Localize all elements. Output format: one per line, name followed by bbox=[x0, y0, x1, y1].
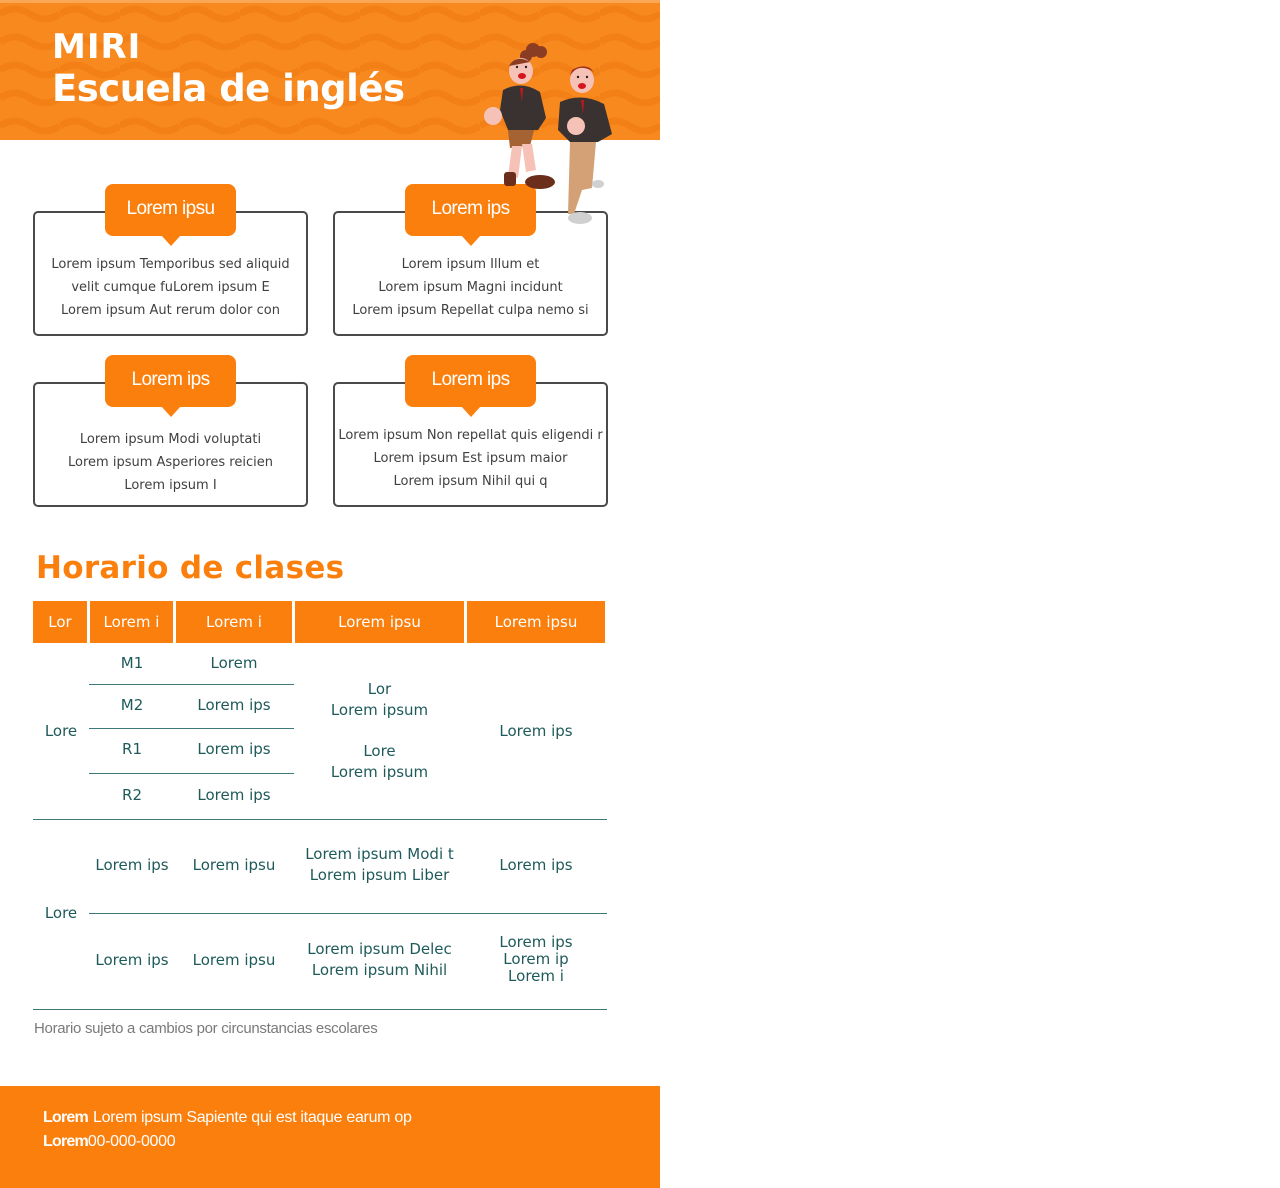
block-divider bbox=[33, 1009, 607, 1010]
card-tag: Lorem ips bbox=[405, 184, 536, 236]
footer-banner bbox=[0, 1086, 660, 1188]
row-divider bbox=[89, 913, 607, 914]
info-card bbox=[333, 369, 608, 507]
table-cell: Lorem ipsu bbox=[192, 856, 276, 874]
day-label: Lore bbox=[44, 904, 78, 922]
card-line: Lorem ipsum Asperiores reicien bbox=[68, 455, 273, 470]
table-cell-name: Lorem ips bbox=[197, 740, 271, 758]
card-line: Lorem ipsum Illum et bbox=[401, 257, 540, 272]
card-body bbox=[335, 253, 606, 322]
info-card bbox=[333, 198, 608, 336]
girl-student-icon bbox=[484, 43, 555, 189]
table-cell-code: M1 bbox=[120, 654, 144, 672]
footer-address bbox=[43, 1107, 412, 1127]
address-value: Lorem ipsum Sapiente qui est itaque earum op bbox=[93, 1109, 412, 1126]
footer-phone bbox=[43, 1131, 175, 1151]
table-cell: Lorem i bbox=[508, 967, 564, 985]
phone-value: 00-000-0000 bbox=[87, 1133, 176, 1150]
card-line: Lorem ipsum Temporibus sed aliquid bbox=[51, 257, 290, 272]
table-cell: Lorem ips bbox=[499, 856, 573, 874]
brand-name: MIRI bbox=[52, 27, 142, 67]
table-cell: Lorem ips bbox=[95, 951, 169, 969]
card-line: Lorem ipsum Magni incidunt bbox=[378, 280, 563, 295]
row-divider bbox=[89, 728, 294, 729]
table-cell: Lorem ipsum Nihil bbox=[311, 961, 448, 979]
table-header-cell: Lorem ipsu bbox=[467, 601, 605, 643]
card-body bbox=[335, 424, 606, 493]
table-cell: Lorem ips bbox=[95, 856, 169, 874]
table-cell: Lorem ips bbox=[499, 722, 573, 740]
brand-subtitle: Escuela de inglés bbox=[52, 67, 405, 110]
card-line: Lorem ipsum I bbox=[124, 478, 217, 493]
row-divider bbox=[89, 684, 294, 685]
card-line: Lorem ipsum Modi voluptati bbox=[79, 432, 262, 447]
table-cell-name: Lorem ips bbox=[197, 786, 271, 804]
info-card bbox=[33, 198, 308, 336]
table-cell: Lore bbox=[363, 742, 396, 760]
card-tag: Lorem ips bbox=[105, 355, 236, 407]
table-cell-name: Lorem bbox=[210, 654, 258, 672]
table-cell: Lorem ip bbox=[503, 950, 569, 968]
table-cell: Lorem ipsum Liber bbox=[309, 866, 450, 884]
table-cell: Lorem ipsum bbox=[330, 763, 429, 781]
table-header-cell: Lorem i bbox=[90, 601, 173, 643]
card-body bbox=[35, 428, 306, 497]
boy-student-icon bbox=[558, 66, 612, 224]
table-cell-name: Lorem ips bbox=[197, 696, 271, 714]
table-cell-code: R2 bbox=[122, 786, 142, 804]
card-line: Lorem ipsum Nihil qui q bbox=[393, 474, 548, 489]
table-cell: Lorem ips bbox=[499, 933, 573, 951]
card-body bbox=[35, 253, 306, 322]
card-line: Lorem ipsum Repellat culpa nemo si bbox=[352, 303, 589, 318]
card-line: velit cumque fuLorem ipsum E bbox=[71, 280, 270, 295]
card-tag: Lorem ipsu bbox=[105, 184, 236, 236]
schedule-note: Horario sujeto a cambios por circunstancias escolares bbox=[34, 1020, 378, 1037]
brand-title bbox=[52, 27, 405, 110]
table-cell: Lorem ipsu bbox=[192, 951, 276, 969]
table-cell: Lorem ipsum Delec bbox=[307, 940, 452, 958]
phone-label: Lorem bbox=[43, 1133, 88, 1150]
day-label: Lore bbox=[44, 722, 78, 740]
card-tag: Lorem ips bbox=[405, 355, 536, 407]
card-line: Lorem ipsum Est ipsum maior bbox=[373, 451, 568, 466]
block-divider bbox=[33, 819, 607, 820]
table-header-cell: Lor bbox=[33, 601, 87, 643]
address-label: Lorem bbox=[43, 1109, 88, 1126]
students-illustration bbox=[478, 38, 628, 228]
schedule-title: Horario de clases bbox=[36, 550, 345, 586]
card-line: Lorem ipsum Non repellat quis eligendi r bbox=[338, 428, 603, 443]
table-cell-code: R1 bbox=[122, 740, 142, 758]
card-line: Lorem ipsum Aut rerum dolor con bbox=[61, 303, 280, 318]
table-header-cell: Lorem ipsu bbox=[295, 601, 464, 643]
table-header-cell: Lorem i bbox=[176, 601, 292, 643]
table-cell: Lor bbox=[367, 680, 392, 698]
row-divider bbox=[89, 773, 294, 774]
table-cell: Lorem ipsum bbox=[330, 701, 429, 719]
table-cell-code: M2 bbox=[120, 696, 144, 714]
info-card bbox=[33, 369, 308, 507]
table-cell: Lorem ipsum Modi t bbox=[305, 845, 454, 863]
